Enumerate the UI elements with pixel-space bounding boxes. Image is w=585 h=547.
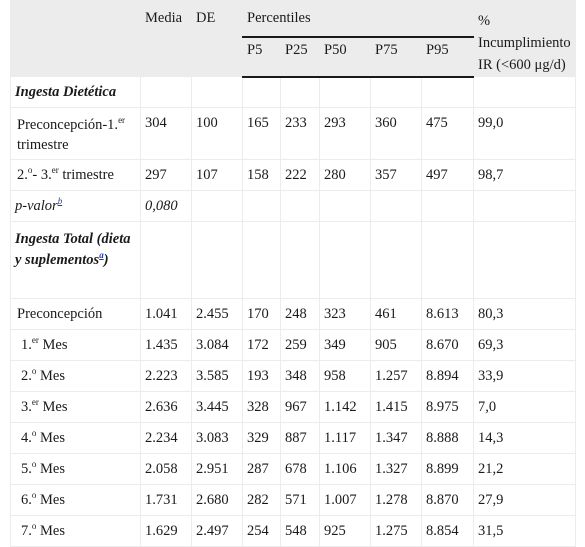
folate-intake-table [10, 0, 576, 547]
table-cell: 80,3 [474, 299, 576, 330]
table-cell: 248 [281, 299, 320, 330]
table-cell: 1.278 [371, 485, 422, 516]
table-row [11, 516, 576, 547]
row-label: 2.$^o$ Mes [11, 361, 141, 392]
row-label: 4.$^o$ Mes [11, 423, 141, 454]
table-cell: 905 [371, 330, 422, 361]
table-cell: 3.084 [192, 330, 243, 361]
table-cell: 8.975 [422, 392, 474, 423]
table-cell: 1.275 [371, 516, 422, 547]
table-cell: 329 [243, 423, 281, 454]
table-cell: 254 [243, 516, 281, 547]
table-cell: 1.106 [320, 454, 371, 485]
table-cell: 2.951 [192, 454, 243, 485]
table-cell: 233 [281, 108, 320, 160]
table-cell: 1.007 [320, 485, 371, 516]
table-cell: 2.455 [192, 299, 243, 330]
table-cell: 98,7 [474, 160, 576, 191]
row-label: Preconcepción [11, 299, 141, 330]
table-cell: 571 [281, 485, 320, 516]
table-cell: 1.142 [320, 392, 371, 423]
table-cell: 31,5 [474, 516, 576, 547]
table-cell: 3.445 [192, 392, 243, 423]
row-label: 2.$^o$- 3.$^{er}$ trimestre [11, 160, 141, 191]
table-cell: 360 [371, 108, 422, 160]
table-cell: 158 [243, 160, 281, 191]
table-cell: 280 [320, 160, 371, 191]
table-cell: 1.629 [141, 516, 192, 547]
table-cell: 348 [281, 361, 320, 392]
row-label: 7.$^o$ Mes [11, 516, 141, 547]
table-row [11, 454, 576, 485]
table-cell: 8.894 [422, 361, 474, 392]
header-p5: P5 [243, 37, 281, 77]
table-cell: 678 [281, 454, 320, 485]
table-cell: 328 [243, 392, 281, 423]
table-cell: 1.041 [141, 299, 192, 330]
row-label: 1.$^{er}$ Mes [11, 330, 141, 361]
table-cell: 2.234 [141, 423, 192, 454]
table-row [11, 485, 576, 516]
table-cell: 3.585 [192, 361, 243, 392]
header-incumplimiento: % Incumplimiento IR (<600 μg/d) [474, 1, 576, 77]
table-cell: 323 [320, 299, 371, 330]
table-cell: 497 [422, 160, 474, 191]
row-label: 3.$^{er}$ Mes [11, 392, 141, 423]
header-blank [11, 1, 141, 77]
table-cell: 357 [371, 160, 422, 191]
table-cell: 2.636 [141, 392, 192, 423]
section-total-title: Ingesta Total (dieta y suplementos$^a$) [11, 222, 141, 299]
table-cell: 548 [281, 516, 320, 547]
table-cell: 304 [141, 108, 192, 160]
table-cell: 8.870 [422, 485, 474, 516]
table-cell: 1.117 [320, 423, 371, 454]
table-cell: 8.670 [422, 330, 474, 361]
table-cell: 8.888 [422, 423, 474, 454]
table-cell: 461 [371, 299, 422, 330]
table-row [11, 160, 576, 191]
pvalue-value: 0,080 [141, 191, 192, 222]
section-dietary-heading [11, 77, 576, 108]
table-cell: 1.257 [371, 361, 422, 392]
row-label: 6.$^o$ Mes [11, 485, 141, 516]
footnote-b-link[interactable]: b [57, 196, 63, 207]
table-cell: 925 [320, 516, 371, 547]
table-cell: 475 [422, 108, 474, 160]
table-cell: 33,9 [474, 361, 576, 392]
row-label: 5.$^o$ Mes [11, 454, 141, 485]
table-cell: 1.435 [141, 330, 192, 361]
table-cell: 967 [281, 392, 320, 423]
table-cell: 8.613 [422, 299, 474, 330]
table-cell: 99,0 [474, 108, 576, 160]
section-total-heading [11, 222, 576, 299]
table-cell: 297 [141, 160, 192, 191]
table-row [11, 392, 576, 423]
table-row [11, 299, 576, 330]
header-p75: P75 [371, 37, 422, 77]
table-cell: 3.083 [192, 423, 243, 454]
table-cell: 8.899 [422, 454, 474, 485]
row-label: Preconcepción-1.$^{er}$ trimestre [11, 108, 141, 160]
footnote-a-link[interactable]: a [99, 250, 104, 261]
table-cell: 349 [320, 330, 371, 361]
table-cell: 100 [192, 108, 243, 160]
section-dietary-title: Ingesta Dietética [11, 77, 141, 108]
table-cell: 69,3 [474, 330, 576, 361]
table-cell: 170 [243, 299, 281, 330]
table-cell: 2.058 [141, 454, 192, 485]
table-cell: 222 [281, 160, 320, 191]
table-cell: 2.497 [192, 516, 243, 547]
table-cell: 287 [243, 454, 281, 485]
pvalue-row [11, 191, 576, 222]
table-cell: 282 [243, 485, 281, 516]
table-cell: 293 [320, 108, 371, 160]
table-cell: 8.854 [422, 516, 474, 547]
table-cell: 193 [243, 361, 281, 392]
table-cell: 14,3 [474, 423, 576, 454]
header-media: Media [141, 1, 192, 77]
table-cell: 259 [281, 330, 320, 361]
table-cell: 2.223 [141, 361, 192, 392]
table-row [11, 330, 576, 361]
table-cell: 1.347 [371, 423, 422, 454]
pvalue-label: p-valor$^b$ [11, 191, 141, 222]
table-cell: 165 [243, 108, 281, 160]
header-row-top [11, 1, 576, 37]
table-row [11, 108, 576, 160]
table-cell: 7,0 [474, 392, 576, 423]
header-p95: P95 [422, 37, 474, 77]
table-cell: 2.680 [192, 485, 243, 516]
table-cell: 887 [281, 423, 320, 454]
table-row [11, 361, 576, 392]
header-percentiles: Percentiles [243, 1, 474, 37]
table-cell: 1.415 [371, 392, 422, 423]
header-de: DE [192, 1, 243, 77]
table-cell: 1.327 [371, 454, 422, 485]
table-cell: 1.731 [141, 485, 192, 516]
table-row [11, 423, 576, 454]
table-cell: 107 [192, 160, 243, 191]
table-cell: 958 [320, 361, 371, 392]
header-p25: P25 [281, 37, 320, 77]
table-cell: 27,9 [474, 485, 576, 516]
table-cell: 21,2 [474, 454, 576, 485]
header-p50: P50 [320, 37, 371, 77]
table-cell: 172 [243, 330, 281, 361]
